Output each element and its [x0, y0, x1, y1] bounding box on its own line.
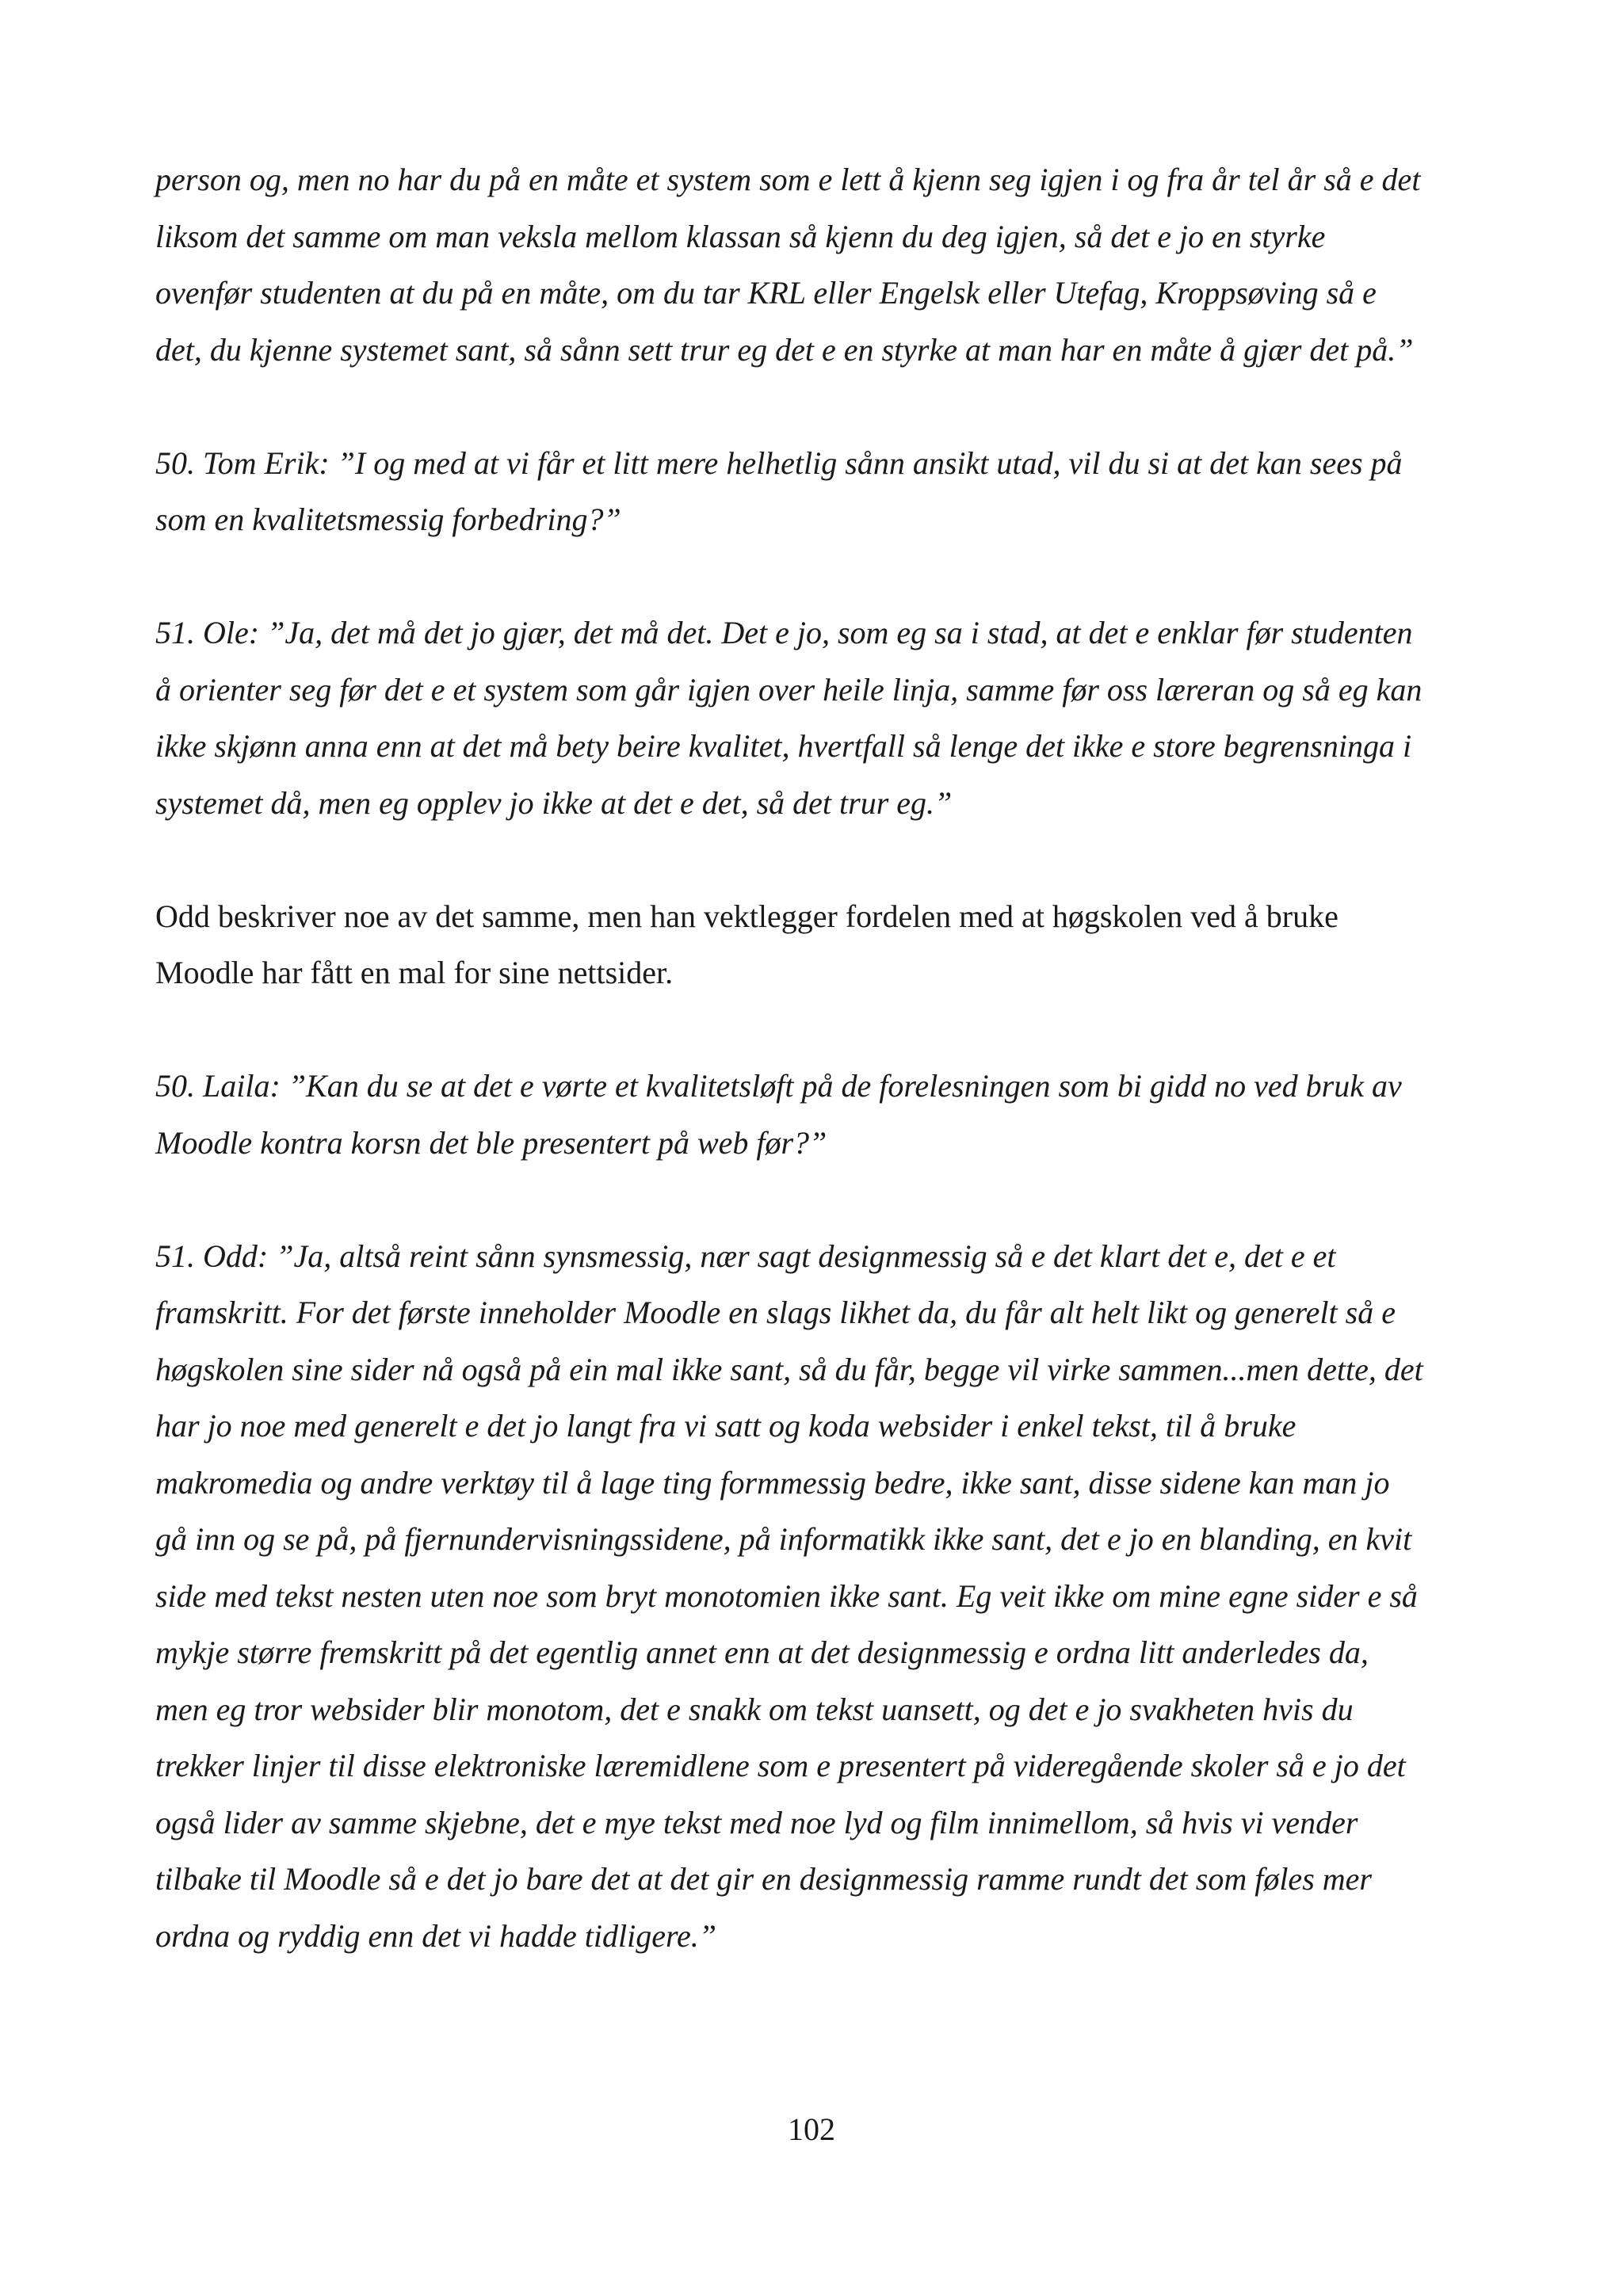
text-line: høgskolen sine sider nå også på ein mal ikke sant, så du får, begge vil virke sammen...men dette, det — [155, 1351, 1423, 1387]
text-line: Moodle kontra korsn det ble presentert på web før?” — [155, 1124, 827, 1161]
document-body — [155, 151, 1495, 1964]
text-line: Moodle har fått en mal for sine nettsider. — [155, 955, 674, 990]
paragraph-quote-tom-erik — [155, 435, 1495, 548]
text-line: å orienter seg før det e et system som går igjen over heile linja, samme før oss læreran og så eg kan — [155, 671, 1423, 707]
text-line: framskritt. For det første inneholder Moodle en slags likhet da, du får alt helt likt og generelt så e — [155, 1295, 1396, 1330]
paragraph-quote-odd — [155, 1228, 1495, 1965]
page-number: 102 — [788, 2111, 835, 2147]
text-line: ikke skjønn anna enn at det må bety beire kvalitet, hvertfall så lenge det ikke e store begrensninga i — [155, 728, 1412, 764]
text-line: liksom det samme om man veksla mellom klassan så kjenn du deg igjen, så det e jo en styrke — [155, 218, 1326, 254]
text-line: ordna og ryddig enn det vi hadde tidligere.” — [155, 1917, 717, 1954]
text-line: men eg tror websider blir monotom, det e snakk om tekst uansett, og det e jo svakheten hvis du — [155, 1691, 1354, 1727]
text-line: person og, men no har du på en måte et system som e lett å kjenn seg igjen i og fra år tel år så e det — [155, 162, 1421, 197]
text-line: 51. Odd: ”Ja, altså reint sånn synsmessig, nær sagt designmessig så e det klart det e, det e et — [155, 1238, 1336, 1274]
text-line: Odd beskriver noe av det samme, men han vektlegger fordelen med at høgskolen ved å bruke — [155, 898, 1338, 934]
paragraph-quote-continuation — [155, 151, 1495, 378]
text-line: ovenfør studenten at du på en måte, om du tar KRL eller Engelsk eller Utefag, Kroppsøving så e — [155, 275, 1377, 311]
paragraph-quote-laila — [155, 1058, 1495, 1171]
text-line: makromedia og andre verktøy til å lage ting formmessig bedre, ikke sant, disse sidene kan man jo — [155, 1464, 1390, 1501]
text-line: også lider av samme skjebne, det e mye tekst med noe lyd og film innimellom, så hvis vi vender — [155, 1804, 1358, 1840]
text-line: det, du kjenne systemet sant, så sånn sett trur eg det e en styrke at man har en måte å gjær det på.” — [155, 331, 1414, 368]
text-line: 50. Tom Erik: ”I og med at vi får et litt mere helhetlig sånn ansikt utad, vil du si at det kan sees på — [155, 444, 1403, 481]
text-line: 50. Laila: ”Kan du se at det e vørte et kvalitetsløft på de forelesningen som bi gidd no ved bruk av — [155, 1068, 1402, 1104]
text-line: tilbake til Moodle så e det jo bare det at det gir en designmessig ramme rundt det som føles mer — [155, 1861, 1372, 1897]
paragraph-quote-ole — [155, 605, 1495, 831]
text-line: side med tekst nesten uten noe som bryt monotomien ikke sant. Eg veit ikke om mine egne sider e så — [155, 1577, 1418, 1614]
text-line: trekker linjer til disse elektroniske læremidlene som e presentert på videregående skoler så e jo det — [155, 1748, 1406, 1783]
text-line: har jo noe med generelt e det jo langt fra vi satt og koda websider i enkel tekst, til å bruke — [155, 1408, 1296, 1444]
text-line: mykje større fremskritt på det egentlig annet enn at det designmessig e ordna litt anderledes da, — [155, 1634, 1369, 1670]
paragraph-narrative — [155, 888, 1495, 1001]
text-line: systemet då, men eg opplev jo ikke at det e det, så det trur eg.” — [155, 784, 953, 821]
text-line: som en kvalitetsmessig forbedring?” — [155, 502, 621, 537]
text-line: gå inn og se på, på fjernundervisningssidene, på informatikk ikke sant, det e jo en blanding, en kvit — [155, 1521, 1412, 1557]
text-line: 51. Ole: ”Ja, det må det jo gjær, det må det. Det e jo, som eg sa i stad, at det e enklar før studenten — [155, 615, 1413, 650]
